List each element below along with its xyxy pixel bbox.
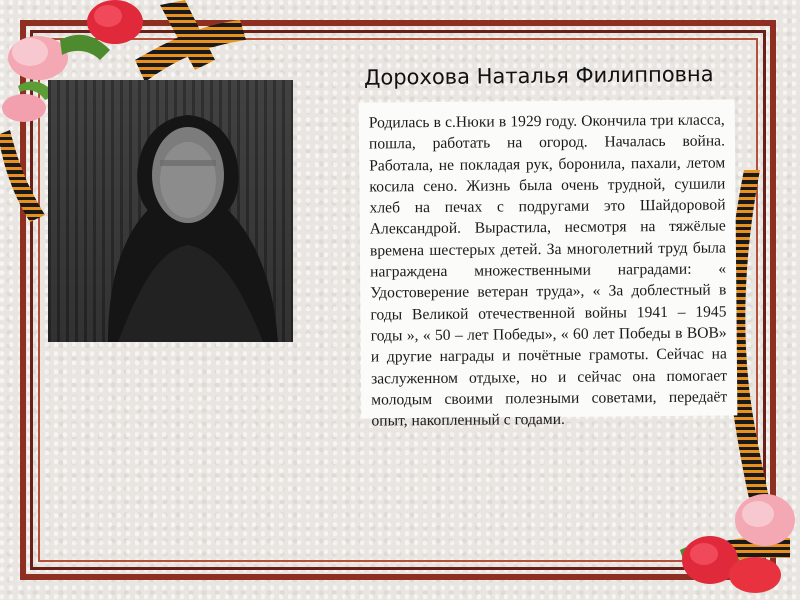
biography-panel — [359, 99, 738, 430]
biography-text: Родилась в с.Нюки в 1929 году. Окончила три класса, пошла, работать на огород. Началась война. Работала, не покладая рук, боронила, пахали, летом косила сено. Жизнь была очень трудной, сушили хлеб на печах с подругами это Шайдоровой Александрой. Вырастила, несмотря на тяжёлые времена шестерых детей. За многолетний труд была награждена множественными наградами: « Удостоверение ветеран труда», « За доблестный в годы Великой отечественной войны 1941 – 1945 годы », « 50 – лет Победы», « 60 лет Победы в ВОВ» и другие награды и почётные грамоты. Сейчас на заслуженном отдыхе, но и сейчас она помогает молодым своими полезными советами, передаёт опыт, накопленный с годами. — [368, 111, 728, 430]
portrait-photo — [48, 80, 293, 342]
person-name-heading: Дорохова Наталья Филипповна — [363, 62, 714, 90]
portrait-person-icon — [48, 80, 293, 342]
carnation-flowers-bottom-icon — [660, 480, 800, 600]
